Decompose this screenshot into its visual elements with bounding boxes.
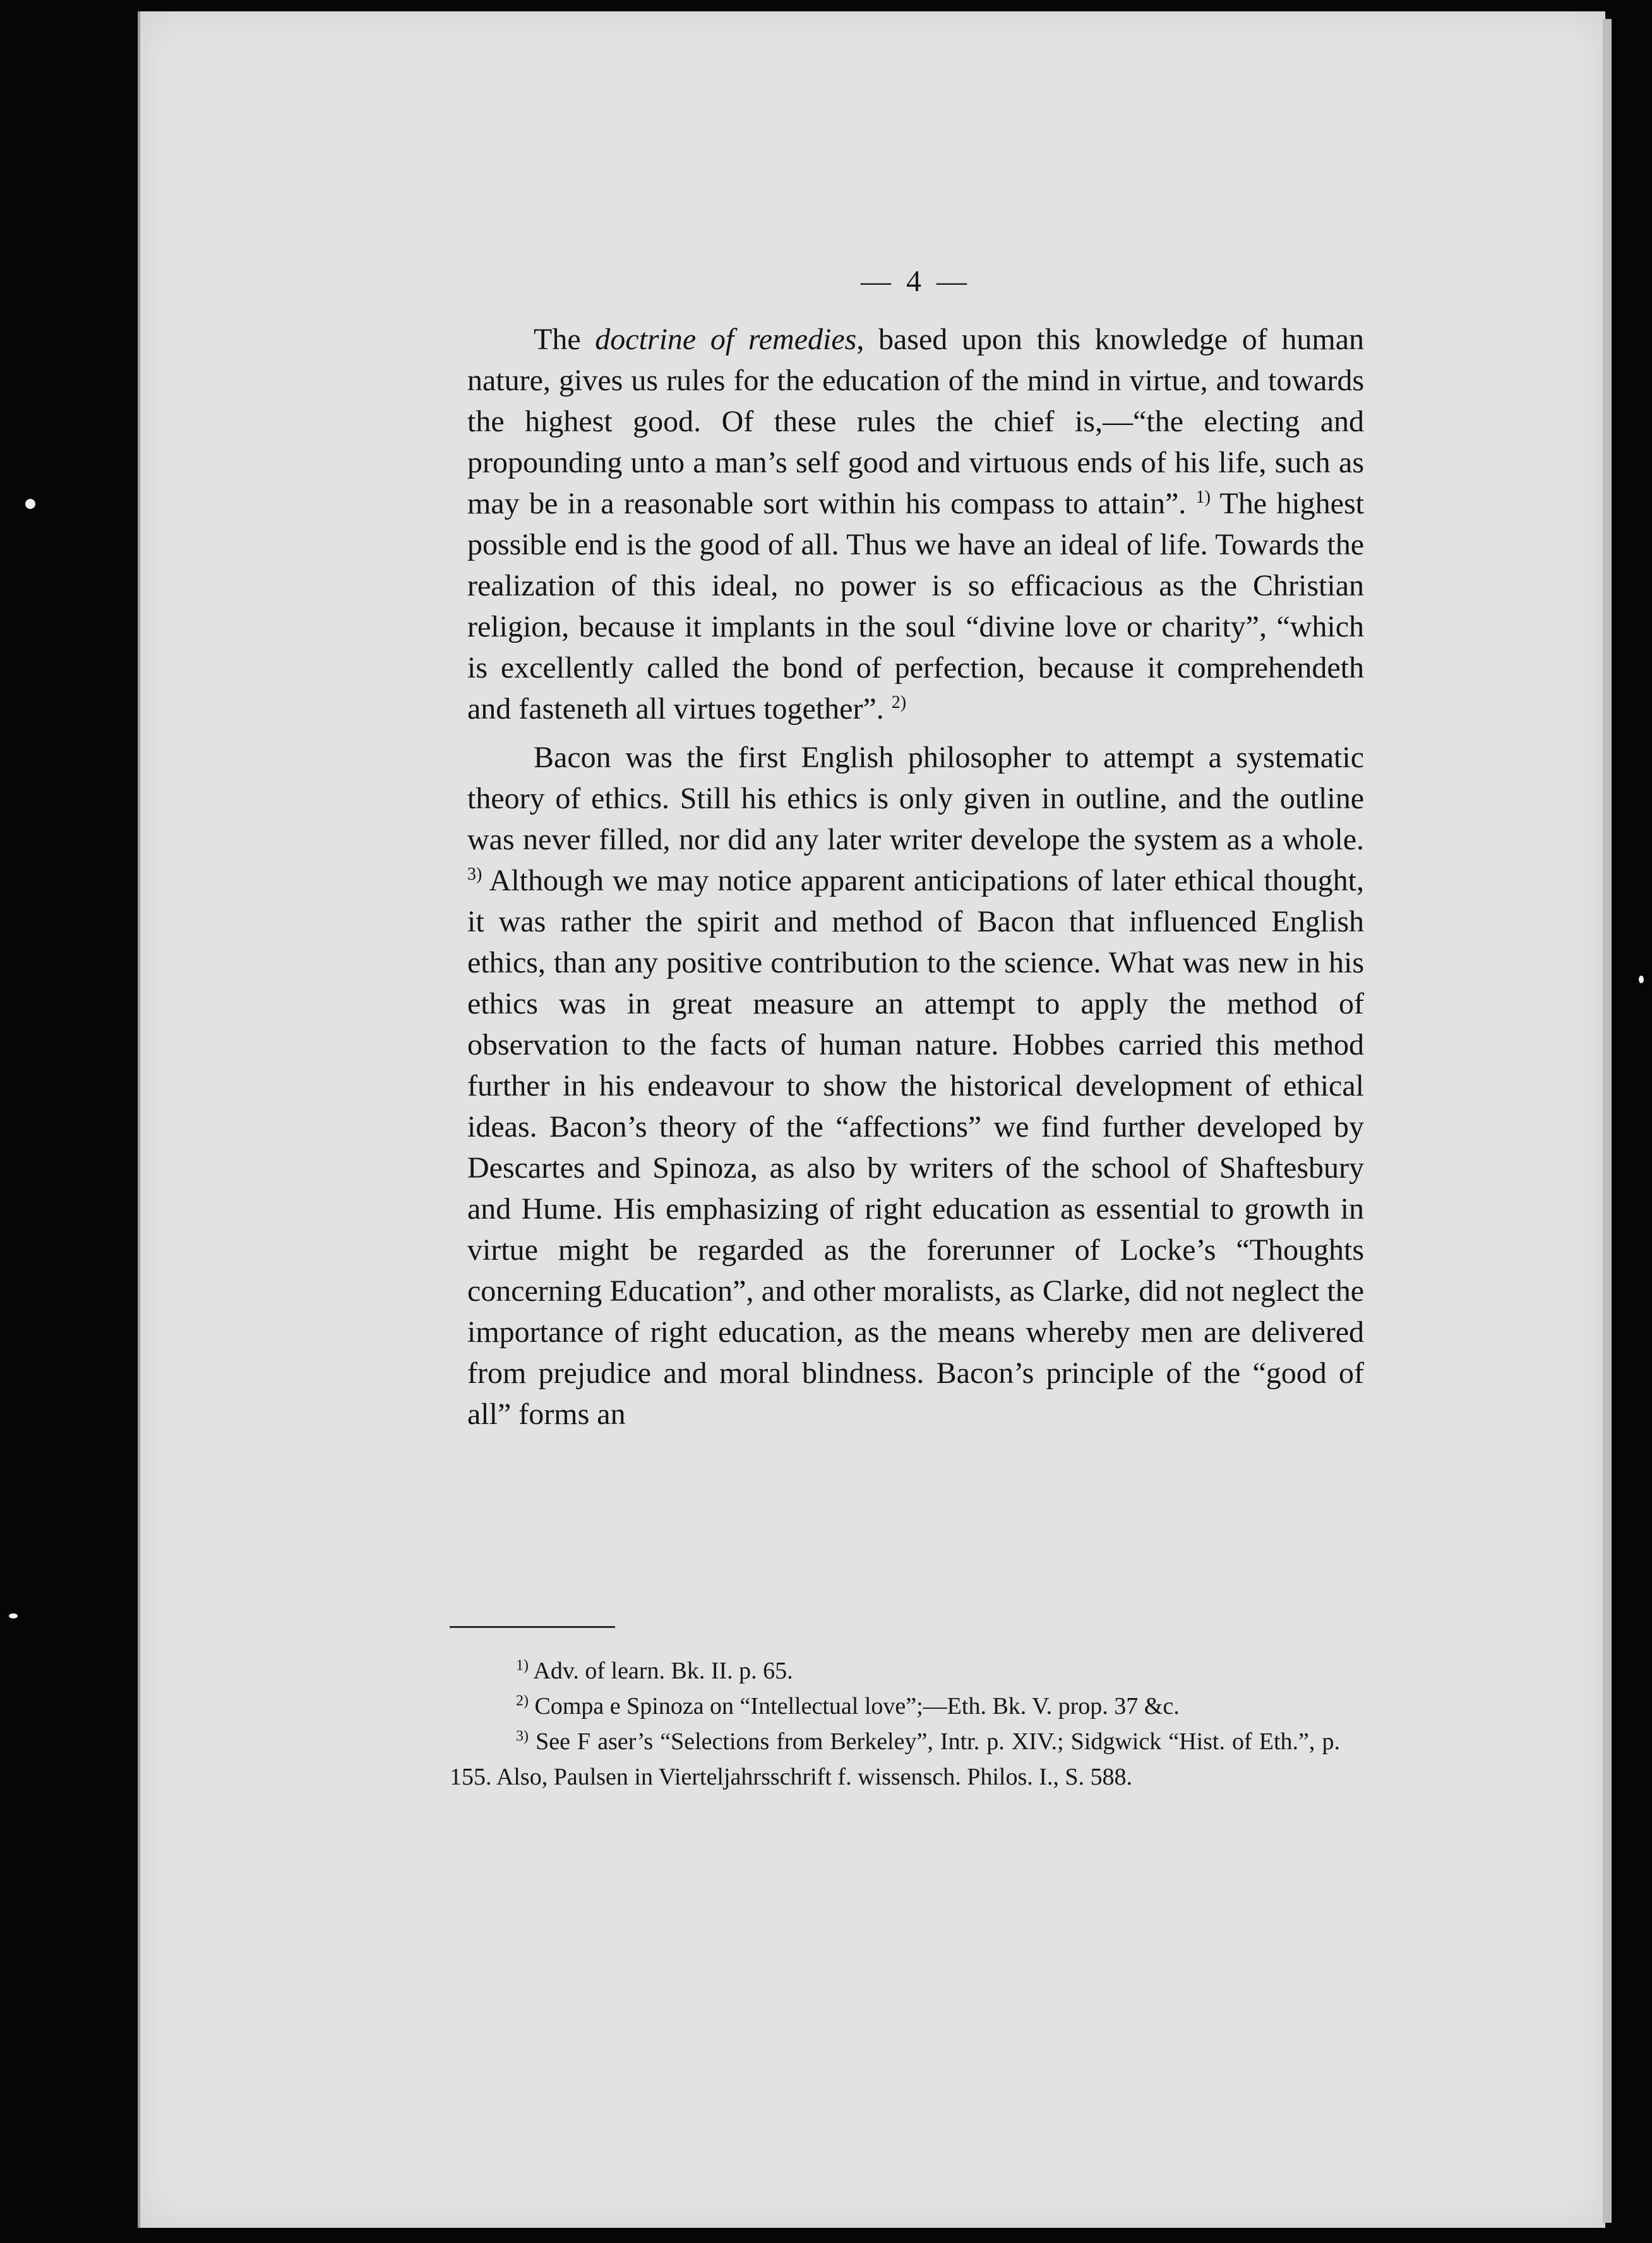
footnote-mark: 2): [516, 1692, 529, 1709]
footnote-mark: 1): [516, 1657, 529, 1674]
text-run: Bacon was the first English philosopher to attempt a systematic theory of ethics. Still his ethics is only given in outline, and the outline was never filled, nor did any later writer develope the system as a whole.: [467, 741, 1364, 856]
text-run: The highest possible end is the good of all. Thus we have an ideal of life. Towards the realization of this ideal, no power is so efficacious as the Christian religion, because it implants in the soul “divine love or charity”, “which is excellently called the bond of perfection, because it comprehendeth and fasteneth all virtues together”.: [467, 487, 1364, 726]
dust-speck: [9, 1613, 18, 1618]
dust-speck: [25, 499, 35, 509]
footnote-text: Adv. of learn. Bk. II. p. 65.: [529, 1658, 793, 1684]
footnote-2: [450, 1689, 1340, 1724]
text-run: The: [534, 323, 596, 356]
footnote-mark: 3): [516, 1728, 529, 1745]
footnote-text: See F aser’s “Selections from Berkeley”, Intr. p. XIV.; Sidgwick “Hist. of Eth.”, p. 155. Also, Paulsen in Vierteljahrsschrift f. wissensch. Philos. I., S. 588.: [450, 1728, 1340, 1790]
footnotes: [450, 1653, 1340, 1795]
dust-speck: [1639, 976, 1644, 983]
footnote-ref: 2): [891, 693, 907, 712]
italic-term: doctrine of remedies: [595, 323, 857, 356]
footnote-separator: [450, 1626, 615, 1628]
text-run: Although we may notice apparent anticipations of later ethical thought, it was rather the spirit and method of Bacon that influenced English ethics, than any positive contribution to the science. What was new in his ethics was in great measure an attempt to apply the method of observation to the facts of human nature. Hobbes carried this method further in his endeavour to show the historical development of ethical ideas. Bacon’s theory of the “affections” we find further developed by Descartes and Spinoza, as also by writers of the school of Shaftesbury and Hume. His emphasizing of right education as essential to growth in virtue might be regarded as the forerunner of Locke’s “Thoughts concerning Education”, and other moralists, as Clarke, did not neglect the importance of right education, as the means whereby men are delivered from prejudice and moral blindness. Bacon’s principle of the “good of all” forms an: [467, 864, 1364, 1431]
page-edge: [1603, 19, 1612, 2223]
text-run: , based upon this knowledge of human nature, gives us rules for the education of the mind in virtue, and towards the highest good. Of these rules the chief is,—“the electing and propounding unto a man’s self good and virtuous ends of his life, such as may be in a reasonable sort within his compass to attain”.: [467, 323, 1365, 520]
paragraph-2: [467, 737, 1364, 1435]
footnote-ref: 3): [467, 864, 482, 884]
footnote-3: [450, 1724, 1340, 1795]
page-number: — 4 —: [861, 265, 971, 298]
body-text: [467, 319, 1364, 1435]
footnote-ref: 1): [1195, 487, 1211, 507]
footnote-text: Compa e Spinoza on “Intellectual love”;—Eth. Bk. V. prop. 37 &c.: [529, 1693, 1180, 1720]
footnote-1: [450, 1653, 1340, 1689]
paragraph-1: [467, 319, 1364, 729]
